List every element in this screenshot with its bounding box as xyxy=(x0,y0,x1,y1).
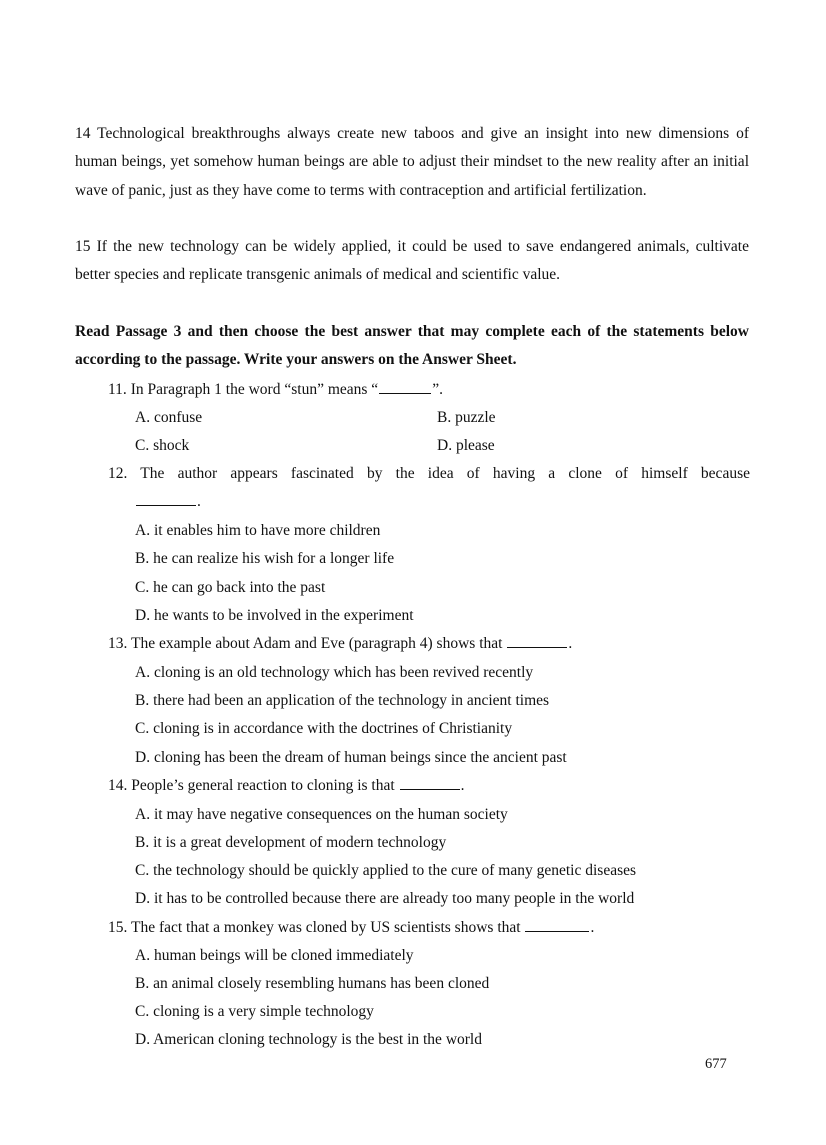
question-11 xyxy=(108,376,750,404)
question-12-blank-line: . xyxy=(135,488,201,516)
instruction-text: Read Passage 3 and then choose the best answer that may complete each of the statements below according to the passage. Write your answers on the Answer Sheet. xyxy=(75,323,749,369)
option-14-d: D. it has to be controlled because there are already too many people in the world xyxy=(135,890,635,907)
question-number: 14. xyxy=(108,777,128,794)
option-12-b: B. he can realize his wish for a longer life xyxy=(135,550,395,567)
question-stem: The example about Adam and Eve (paragraph 4) shows that xyxy=(130,635,503,652)
option-14-a: A. it may have negative consequences on the human society xyxy=(135,806,508,823)
option-12-d: D. he wants to be involved in the experiment xyxy=(135,607,414,624)
answer-blank xyxy=(379,392,431,394)
option-13-a: A. cloning is an old technology which has been revived recently xyxy=(135,664,534,681)
option-15-c: C. cloning is a very simple technology xyxy=(135,1003,374,1020)
option-15-b: B. an animal closely resembling humans has been cloned xyxy=(135,975,490,992)
question-stem: The fact that a monkey was cloned by US scientists shows that xyxy=(130,919,521,936)
option-11-b: B. puzzle xyxy=(437,409,496,426)
question-number: 11. xyxy=(108,381,127,398)
answer-blank xyxy=(507,646,567,648)
question-14: 14. People’s general reaction to cloning is that . xyxy=(108,777,465,794)
question-number: 12. xyxy=(108,465,128,482)
question-12 xyxy=(108,460,750,488)
question-stem: People’s general reaction to cloning is that xyxy=(131,777,395,794)
option-14-b: B. it is a great development of modern technology xyxy=(135,834,447,851)
option-11-d: D. please xyxy=(437,437,495,454)
option-13-c: C. cloning is in accordance with the doctrines of Christianity xyxy=(135,720,513,737)
option-15-d: D. American cloning technology is the best in the world xyxy=(135,1031,482,1048)
option-12-c: C. he can go back into the past xyxy=(135,579,326,596)
option-11-c: C. shock xyxy=(135,437,190,454)
answer-blank xyxy=(525,930,589,932)
page-number: 677 xyxy=(705,1056,727,1072)
question-stem: The author appears fascinated by the idea of having a clone of himself because xyxy=(140,465,750,482)
option-15-a: A. human beings will be cloned immediately xyxy=(135,947,414,964)
option-14-c: C. the technology should be quickly applied to the cure of many genetic diseases xyxy=(135,862,637,879)
item-14-text: 14 Technological breakthroughs always create new taboos and give an insight into new dimensions of human beings, yet somehow human beings are able to adjust their mindset to the new reality after an initial wave of panic, just as they have come to terms with contraception and artificial fertilization. xyxy=(75,125,749,199)
question-number: 15. xyxy=(108,919,128,936)
answer-blank xyxy=(400,788,460,790)
option-11-a: A. confuse xyxy=(135,409,203,426)
question-15: 15. The fact that a monkey was cloned by US scientists shows that . xyxy=(108,919,595,936)
question-stem-end: ”. xyxy=(432,381,443,398)
option-12-a: A. it enables him to have more children xyxy=(135,522,381,539)
answer-blank xyxy=(136,504,196,506)
option-13-d: D. cloning has been the dream of human beings since the ancient past xyxy=(135,749,567,766)
question-13: 13. The example about Adam and Eve (paragraph 4) shows that . xyxy=(108,635,573,652)
question-number: 13. xyxy=(108,635,128,652)
item-15-text: 15 If the new technology can be widely applied, it could be used to save endangered animals, cultivate better species and replicate transgenic animals of medical and scientific value. xyxy=(75,238,749,284)
question-stem: In Paragraph 1 the word “stun” means “ xyxy=(130,381,379,398)
option-13-b: B. there had been an application of the technology in ancient times xyxy=(135,692,550,709)
